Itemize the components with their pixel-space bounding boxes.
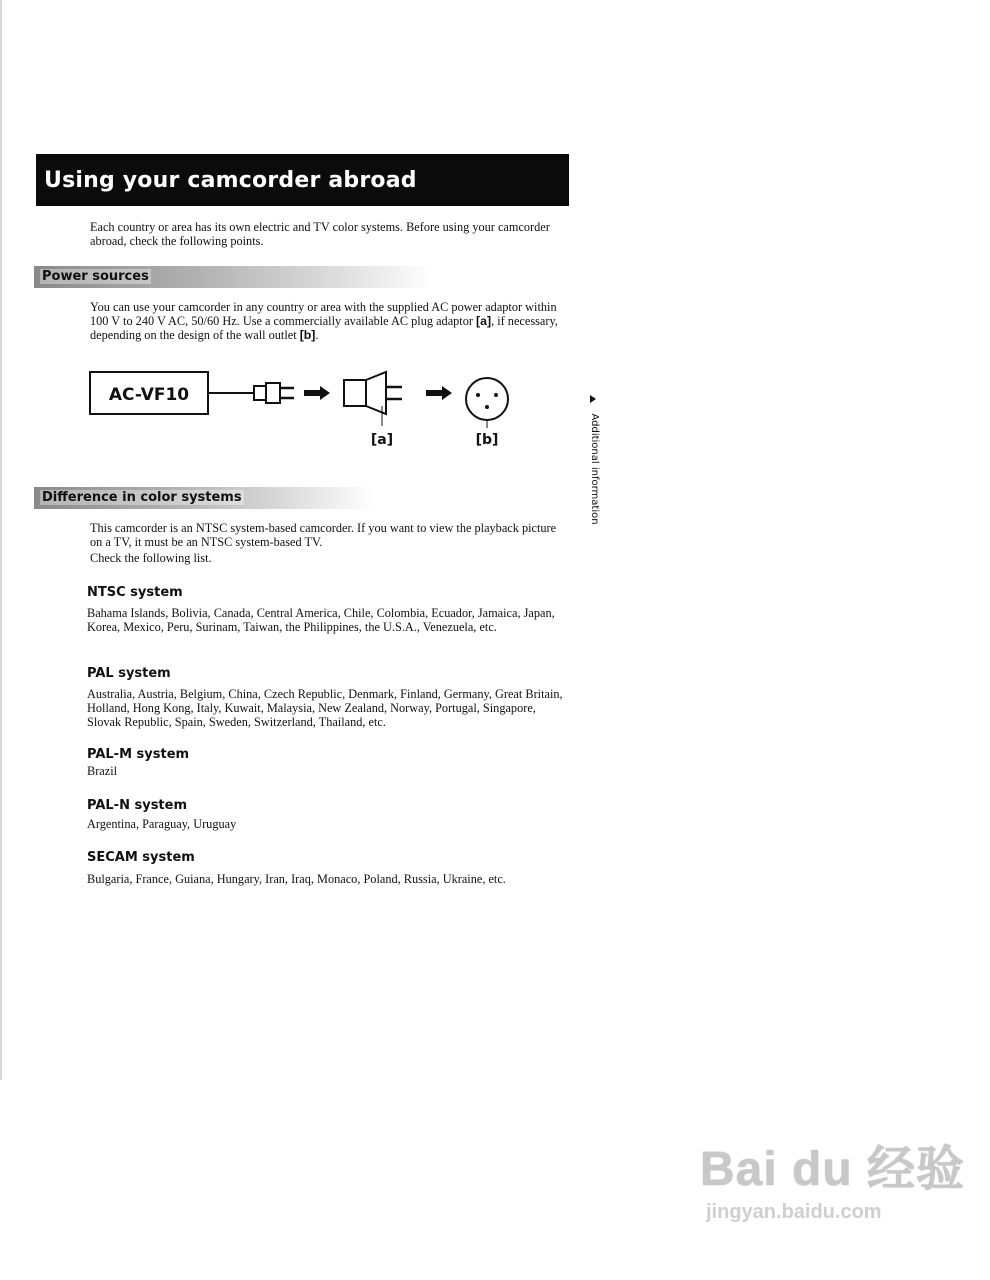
arrow-right-icon — [426, 386, 452, 400]
arrow-right-icon — [304, 386, 330, 400]
color-systems-paragraph: This camcorder is an NTSC system-based camcorder. If you want to view the playback picture on a TV, it must be an NTSC system-based TV. — [90, 521, 557, 549]
wall-outlet-icon — [466, 378, 508, 428]
adaptor-label: AC-VF10 — [108, 385, 190, 405]
power-sources-heading-text: Power sources — [42, 269, 149, 284]
color-systems-heading-text: Difference in color systems — [42, 490, 242, 505]
label-a: [a] — [370, 432, 394, 448]
pal-m-countries: Brazil — [87, 764, 118, 778]
secam-countries: Bulgaria, France, Guiana, Hungary, Iran, Iraq, Monaco, Poland, Russia, Ukraine, etc. — [87, 872, 506, 886]
ntsc-heading: NTSC system — [87, 585, 183, 600]
page-edge-shadow — [0, 0, 2, 1080]
pal-n-countries: Argentina, Paraguay, Uruguay — [87, 817, 237, 831]
plug-adaptor-icon — [344, 372, 402, 426]
intro-paragraph: Each country or area has its own electric and TV color systems. Before using your camcorder abroad, check the following points. — [90, 220, 550, 248]
pal-countries: Australia, Austria, Belgium, China, Czech Republic, Denmark, Finland, Germany, Great Britain, Holland, Hong Kong, Italy, Kuwait, Malaysia, New Zealand, Norway, Portugal, Singapore, Slovak Republic, Spain, Sweden, Switzerland, Thailand, etc. — [87, 687, 563, 729]
power-body-2: , if necessary, depending on the design of the wall outlet — [90, 314, 558, 342]
page-title: Using your camcorder abroad — [44, 168, 417, 193]
side-tab-label: Additional information — [589, 413, 600, 525]
check-list-line: Check the following list. — [90, 551, 212, 565]
watermark-sub: jingyan.baidu.com — [706, 1201, 882, 1223]
side-tab — [586, 400, 600, 540]
watermark-main: Bai du 经验 — [700, 1143, 966, 1196]
ntsc-countries: Bahama Islands, Bolivia, Canada, Central America, Chile, Colombia, Ecuador, Jamaica, Japan, Korea, Mexico, Peru, Surinam, Taiwan, the Philippines, the U.S.A., Venezuela, etc. — [87, 606, 555, 634]
power-body-1: You can use your camcorder in any country or area with the supplied AC power adaptor within 100 V to 240 V AC, 50/60 Hz. Use a commercially available AC plug adaptor — [90, 300, 557, 328]
power-sources-heading — [34, 266, 434, 288]
pal-m-heading: PAL-M system — [87, 747, 190, 762]
power-sources-paragraph — [90, 300, 560, 342]
pal-n-heading: PAL-N system — [87, 798, 188, 813]
title-bar — [36, 154, 569, 206]
secam-heading: SECAM system — [87, 850, 195, 865]
power-mark-b: [b] — [299, 328, 316, 342]
color-systems-heading — [34, 487, 374, 509]
label-b: [b] — [475, 432, 499, 448]
pal-heading: PAL system — [87, 666, 171, 681]
power-adaptor-diagram — [86, 362, 526, 459]
power-mark-a: [a] — [476, 314, 492, 328]
adaptor-box — [90, 372, 208, 414]
power-cord-plug-icon — [208, 383, 294, 403]
watermark — [700, 1130, 965, 1224]
power-body-3: . — [315, 328, 319, 342]
